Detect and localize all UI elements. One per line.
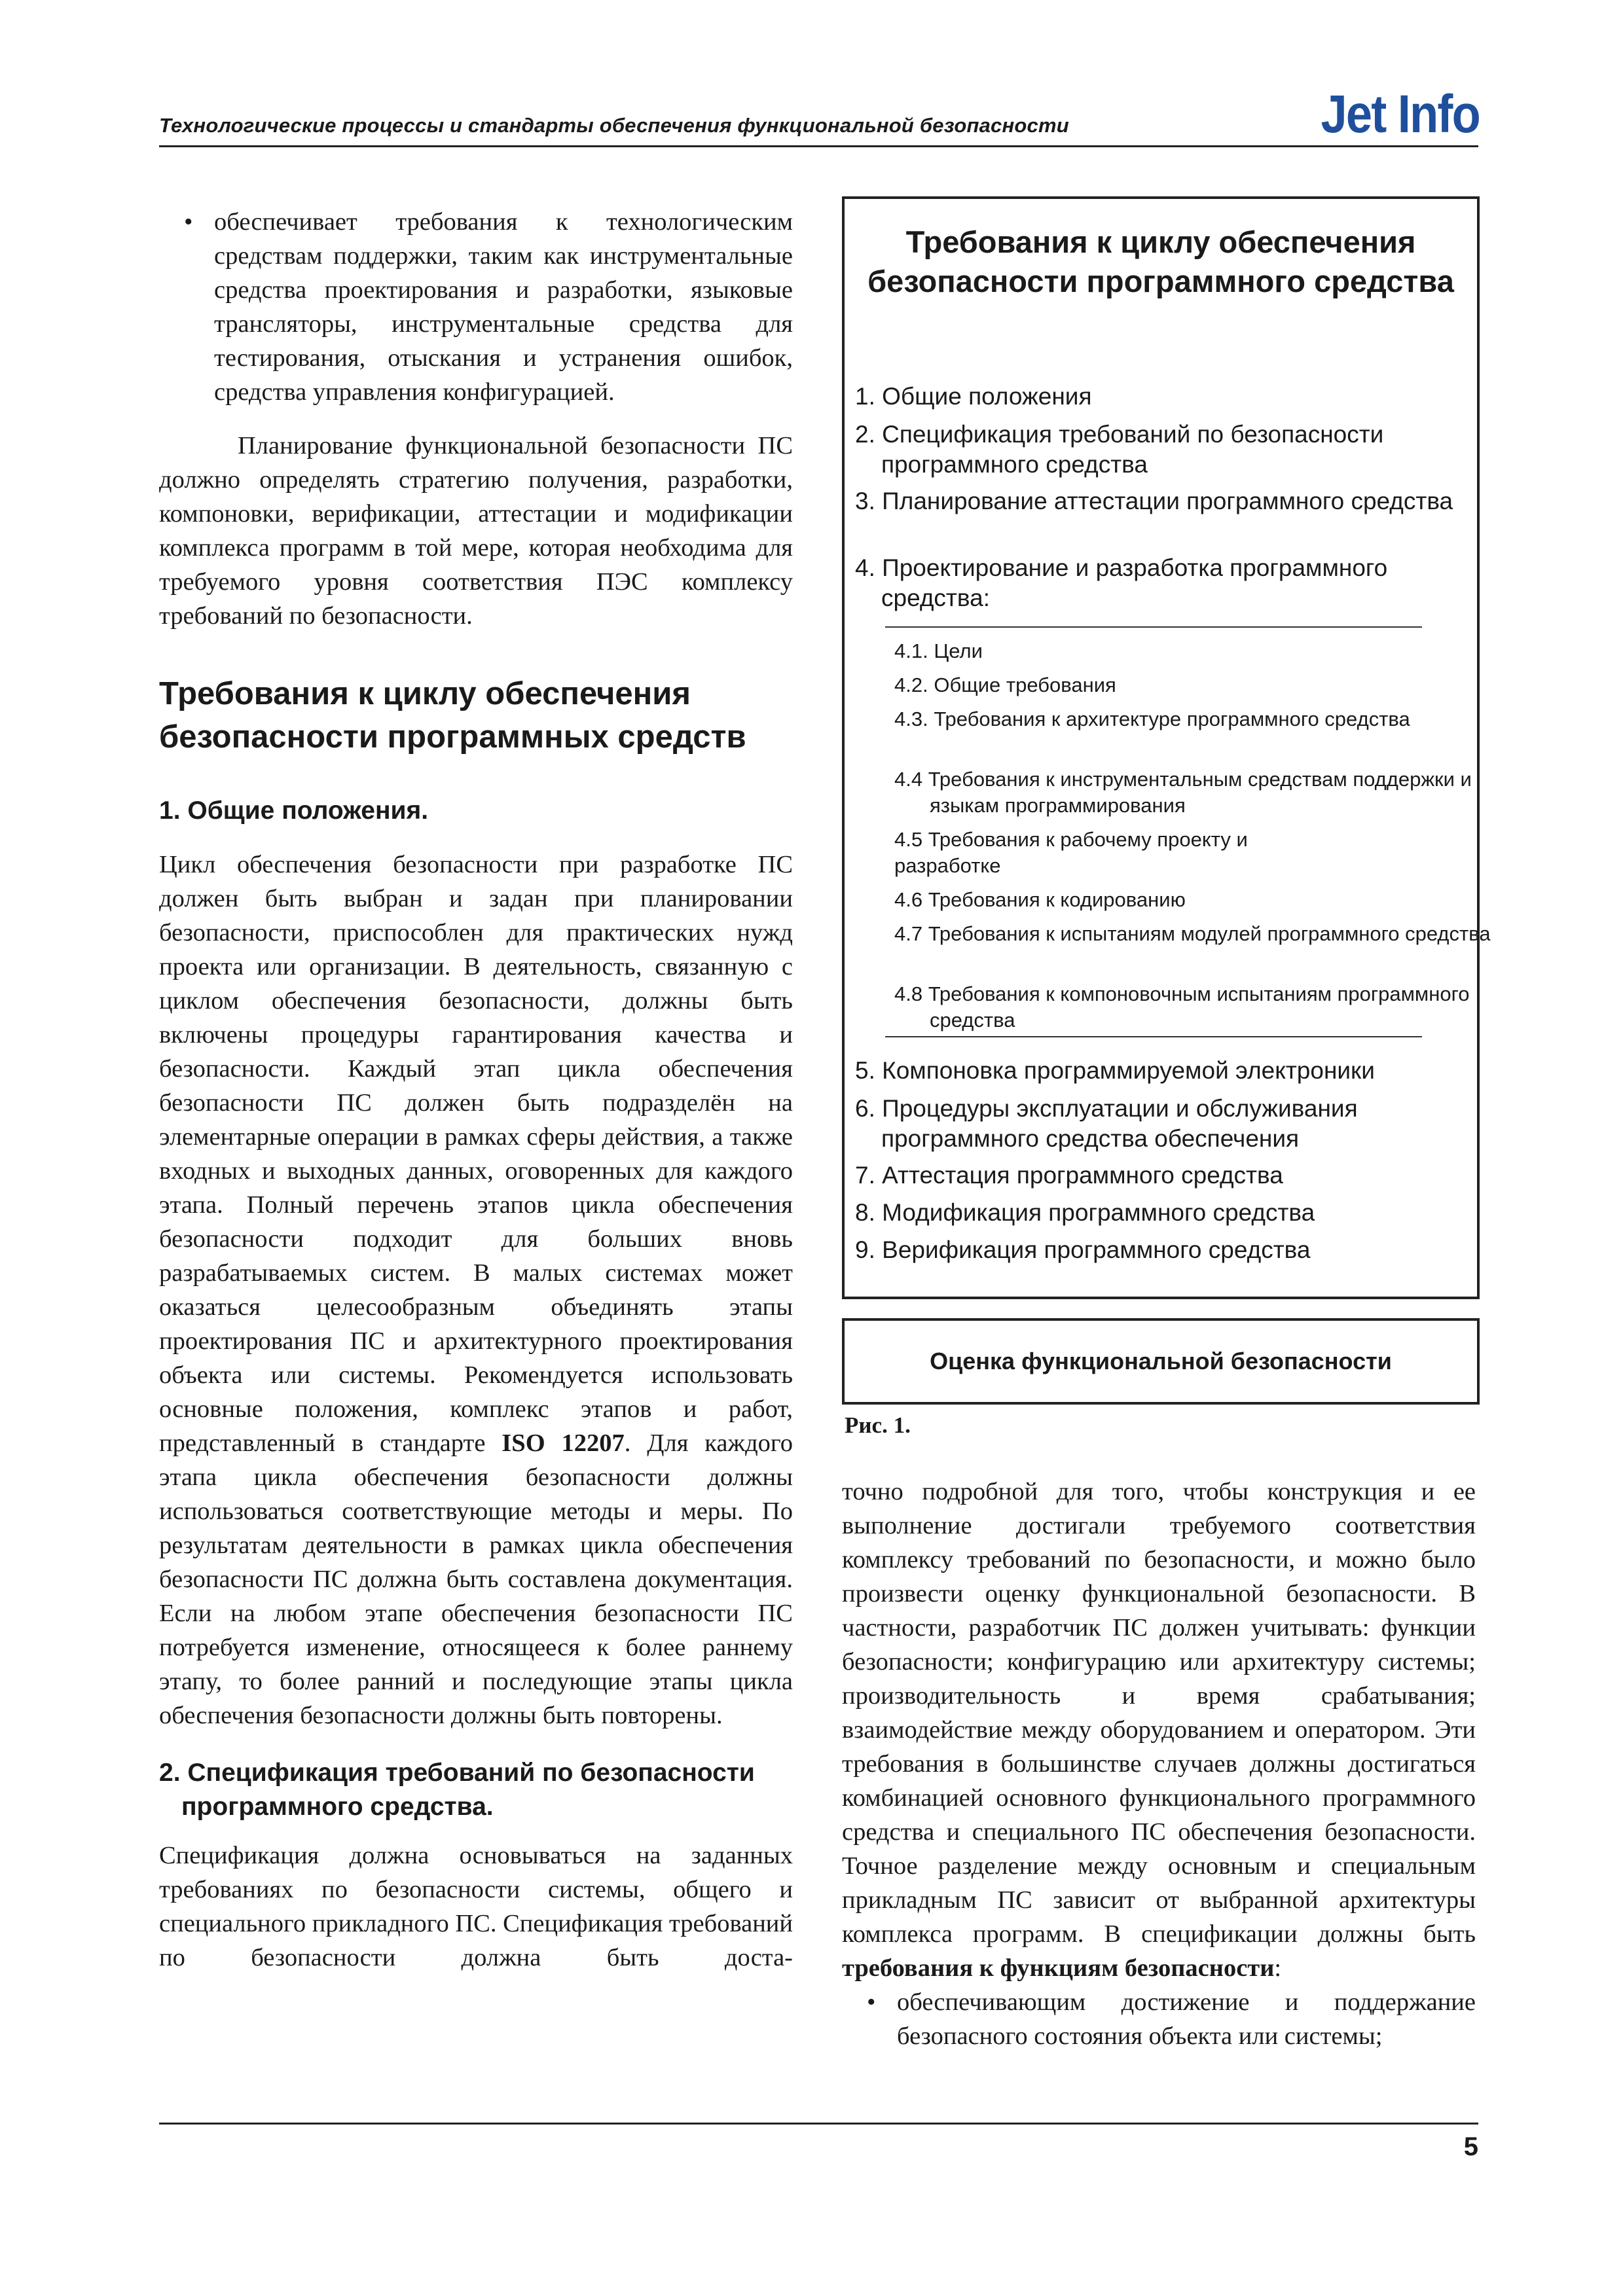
toc-item-1: 1. Общие положения xyxy=(855,383,1092,410)
journal-logo: Jet Info xyxy=(1321,84,1480,144)
toc-subitem-4-3: 4.3. Требования к архитектуре программного средства xyxy=(894,708,1410,730)
subsection-1-text-a: Цикл обеспечения безопасности при разработке ПС должен быть выбран и задан при планировании безопасности, приспособлен для практических нужд проекта или организации. В деятельность, связанную с циклом обеспечения безопасности, должны быть включены процедуры гарантирования качества и безопасности. Каждый этап цикла обеспечения безопасности ПС должен быть подразделён на элементарные операции в рамках сферы действия, а также входных и выходных данных, оговоренных для каждого этапа. Полный перечень этапов цикла обеспечения безопасности подходит для больших вновь разрабатываемых систем. В малых системах может оказаться целесообразным объединять этапы проектирования ПС и архитектурного проектирования объекта или системы. Рекомендуется использовать основные положения, комплекс этапов и работ, представленный в стандарте xyxy=(159,851,793,1457)
toc-subitem-4-5: 4.5 Требования к рабочему проекту и разработке xyxy=(894,828,1248,877)
toc-item-4: 4. Проектирование и разработка программного средства: xyxy=(855,554,1388,611)
toc-item-3: 3. Планирование аттестации программного средства xyxy=(855,488,1453,514)
evaluation-label: Оценка функциональной безопасности xyxy=(930,1348,1392,1374)
paragraph-planning: Планирование функциональной безопасности ПС должно определять стратегию получения, разработки, компоновки, верификации, аттестации и модификации комплекса программ в той мере, которая необходима для требуемого уровня соответствия ПЭС комплексу требований по безопасности. xyxy=(159,432,793,630)
toc-item-9: 9. Верификация программного средства xyxy=(855,1236,1311,1263)
bullet-text: обеспечивает требования к технологическим средствам поддержки, таким как инструментальные средства проектирования и разработки, языковые трансляторы, инструментальные средства для тестирования, отыскания и устранения ошибок, средства управления конфигурацией. xyxy=(214,208,793,406)
toc-subitem-4-2: 4.2. Общие требования xyxy=(894,673,1116,696)
left-column xyxy=(159,205,793,1975)
section-heading: Требования к циклу обеспечения безопасности программных средств xyxy=(159,676,746,755)
inner-rule-top xyxy=(885,626,1422,628)
iso-standard-ref: ISO 12207 xyxy=(501,1429,625,1457)
page-number: 5 xyxy=(1463,2132,1478,2161)
toc-item-2: 2. Спецификация требований по безопасности программного средства xyxy=(855,421,1384,478)
subsection-2-text: Спецификация должна основываться на заданных требованиях по безопасности системы, общего и специального прикладного ПС. Спецификация требований по безопасности должна быть доста- xyxy=(159,1842,793,1971)
safety-functions-phrase: требования к функциям безопасности xyxy=(842,1954,1275,1982)
toc-subitem-4-1: 4.1. Цели xyxy=(894,639,983,662)
toc-subitem-4-8: 4.8 Требования к компоновочным испытаниям программного средства xyxy=(894,982,1470,1031)
subsection-1-heading: 1. Общие положения. xyxy=(159,797,429,825)
toc-subitem-4-6: 4.6 Требования к кодированию xyxy=(894,888,1186,911)
toc-item-6: 6. Процедуры эксплуатации и обслуживания программного средства обеспечения xyxy=(855,1095,1358,1152)
footer-rule xyxy=(159,2123,1478,2125)
toc-item-5: 5. Компоновка программируемой электроники xyxy=(855,1057,1375,1084)
inner-rule-bottom xyxy=(885,1036,1422,1037)
bullet-dot: • xyxy=(184,208,193,236)
running-header: Технологические процессы и стандарты обеспечения функциональной безопасности xyxy=(159,114,1069,137)
figure-title: Требования к циклу обеспечения безопасности программного средства xyxy=(867,224,1454,298)
right-bullet-item xyxy=(842,1985,1476,2053)
subsection-1-text xyxy=(159,848,793,1732)
subsection-2-heading: 2. Спецификация требований по безопасности программного средства. xyxy=(159,1759,755,1821)
right-paragraph: точно подробной для того, чтобы конструкция и ее выполнение достигали требуемого соответствия комплексу требований по безопасности, и можно было произвести оценку функциональной безопасности. В частности, разработчик ПС должен учитывать: функции безопасности; конфигурацию или архитектуру системы; производительность и время срабатывания; взаимодействие между оборудованием и оператором. Эти требования в большинстве случаев должны достигаться комбинацией основного функционального программного средства и специального ПС обеспечения безопасности. Точное разделение между основным и специальным прикладным ПС зависит от выбранной архитектуры комплекса программ. В спецификации должны быть требования к функциям безопасности: xyxy=(842,1478,1476,1982)
right-paragraph-text: точно подробной для того, чтобы конструкция и ее выполнение достигали требуемого соответствия комплексу требований по безопасности, и можно было произвести оценку функциональной безопасности. В частности, разработчик ПС должен учитывать: функции безопасности; конфигурацию или архитектуру системы; производительность и время срабатывания; взаимодействие между оборудованием и оператором. Эти требования в большинстве случаев должны достигаться комбинацией основного функционального программного средства и специального ПС обеспечения безопасности. Точное разделение между основным и специальным прикладным ПС зависит от выбранной архитектуры комплекса программ. В спецификации должны быть xyxy=(842,1478,1476,1948)
right-bullet-text: обеспечивающим достижение и поддержание безопасного состояния объекта или системы; xyxy=(897,1988,1476,2050)
bullet-dot: • xyxy=(867,1988,876,2016)
toc-subitem-4-4: 4.4 Требования к инструментальным средствам поддержки и языкам программирования xyxy=(894,768,1472,817)
header-rule xyxy=(159,145,1478,147)
subsection-1-text-b: . Для каждого этапа цикла обеспечения безопасности должны использоваться соответствующие методы и меры. По результатам деятельности в рамках цикла обеспечения безопасности ПС должна быть составлена документация. Если на любом этапе обеспечения безопасности ПС потребуется изменение, относящееся к более раннему этапу, то более ранний и последующие этапы цикла обеспечения безопасности должны быть повторены. xyxy=(159,1429,793,1729)
bullet-item xyxy=(159,205,793,409)
evaluation-box xyxy=(842,1318,1480,1405)
toc-item-8: 8. Модификация программного средства xyxy=(855,1199,1315,1226)
figure-caption: Рис. 1. xyxy=(845,1412,911,1438)
toc-subitem-4-7: 4.7 Требования к испытаниям модулей программного средства xyxy=(894,922,1491,945)
toc-item-7: 7. Аттестация программного средства xyxy=(855,1162,1283,1189)
right-column xyxy=(842,1475,1476,2053)
